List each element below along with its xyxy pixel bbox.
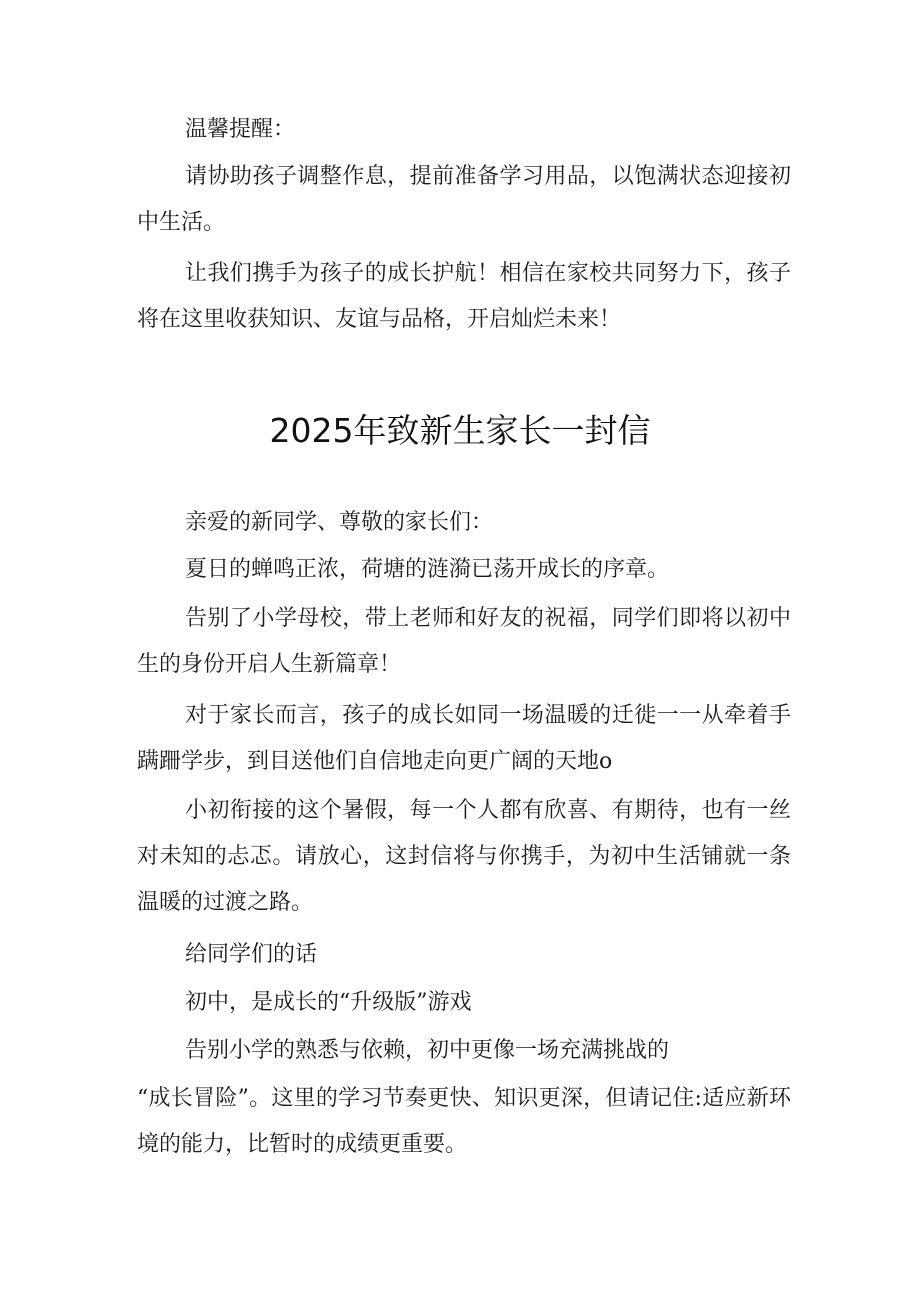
body-paragraph: 告别了小学母校，带上老师和好友的祝福，同学们即将以初中生的身份开启人生新篇章！ xyxy=(137,606,791,677)
salutation: 亲爱的新同学、尊敬的家长们： xyxy=(185,510,494,535)
subsection-heading: 初中，是成长的“升级版”游戏 xyxy=(185,990,472,1015)
body-paragraph: 小初衔接的这个暑假，每一个人都有欣喜、有期待，也有一丝对未知的忐忑。请放心，这封信将与你携手，为初中生活铺就一条温暖的过渡之路。 xyxy=(137,798,791,915)
body-paragraph: “成长冒险”。这里的学习节奏更快、知识更深，但请记住:适应新环境的能力，比暂时的成绩更重要。 xyxy=(137,1086,791,1157)
closing-paragraph: 让我们携手为孩子的成长护航！相信在家校共同努力下，孩子将在这里收获知识、友谊与品格，开启灿烂未来！ xyxy=(137,261,791,332)
section-heading: 给同学们的话 xyxy=(185,942,318,967)
reminder-heading: 温馨提醒： xyxy=(185,117,296,142)
letter-title: 2025年致新生家长一封信 xyxy=(269,411,651,450)
body-paragraph: 告别小学的熟悉与依赖，初中更像一场充满挑战的 xyxy=(185,1038,670,1063)
reminder-text: 请协助孩子调整作息，提前准备学习用品，以饱满状态迎接初中生活。 xyxy=(137,164,791,235)
body-paragraph: 对于家长而言，孩子的成长如同一场温暖的迁徙一一从牵着手蹒跚学步，到目送他们自信地走向更广阔的天地o xyxy=(137,703,791,774)
body-paragraph: 夏日的蝉鸣正浓，荷塘的涟漪已荡开成长的序章。 xyxy=(185,557,670,582)
